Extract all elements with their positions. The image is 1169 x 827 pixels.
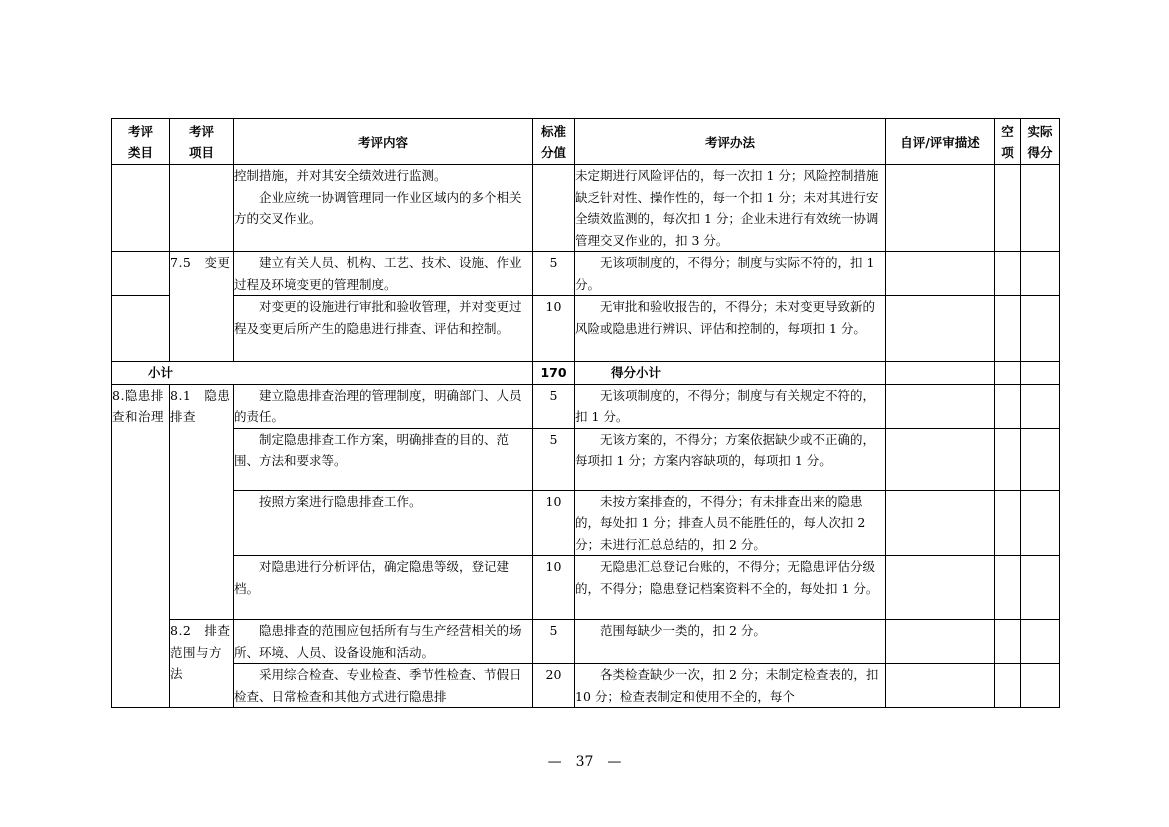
- self-eval-cell: [886, 296, 995, 362]
- evaluation-table: [111, 118, 1060, 708]
- header-standard-score: 标准 分值: [533, 119, 575, 165]
- empty-item-cell: [995, 490, 1021, 556]
- content-cell: 制定隐患排查工作方案，明确排查的目的、范围、方法和要求等。: [234, 428, 533, 490]
- score-cell: 10: [533, 296, 575, 362]
- empty-item-cell: [995, 556, 1021, 620]
- method-cell: 未定期进行风险评估的，每一次扣 1 分；风险控制措施缺乏针对性、操作性的，每一个扣 1 分；未对其进行安全绩效监测的，每次扣 1 分；企业未进行有效统一协调管理交叉作业的，扣 3 分。: [575, 165, 886, 252]
- actual-score-cell: [1021, 664, 1060, 708]
- self-eval-cell: [886, 252, 995, 296]
- header-item: 考评 项目: [170, 119, 234, 165]
- score-cell: 5: [533, 384, 575, 428]
- table-row: [112, 165, 1060, 252]
- table-row: [112, 296, 1060, 362]
- header-empty-item: 空 项: [995, 119, 1021, 165]
- item-scope-method: 8.2 排查范围与方法: [170, 620, 234, 708]
- table-header-row: [112, 119, 1060, 165]
- self-eval-cell: [886, 362, 995, 385]
- item-hazard-check: 8.1 隐患排查: [170, 384, 234, 620]
- subtotal-score-label: 得分小计: [575, 362, 886, 385]
- table-row: [112, 384, 1060, 428]
- subtotal-row: [112, 362, 1060, 385]
- table-row: [112, 556, 1060, 620]
- self-eval-cell: [886, 490, 995, 556]
- self-eval-cell: [886, 384, 995, 428]
- score-cell: 10: [533, 490, 575, 556]
- content-cell: 采用综合检查、专业检查、季节性检查、节假日检查、日常检查和其他方式进行隐患排: [234, 664, 533, 708]
- score-cell: 20: [533, 664, 575, 708]
- method-cell: 无审批和验收报告的，不得分；未对变更导致新的风险或隐患进行辨识、评估和控制的，每项扣 1 分。: [575, 296, 886, 362]
- table-row: [112, 252, 1060, 296]
- subtotal-label: 小计: [112, 362, 533, 385]
- actual-score-cell: [1021, 490, 1060, 556]
- header-category: 考评 类目: [112, 119, 170, 165]
- actual-score-cell: [1021, 296, 1060, 362]
- actual-score-cell: [1021, 362, 1060, 385]
- category-cell: [112, 296, 170, 362]
- actual-score-cell: [1021, 620, 1060, 664]
- content-cell: 隐患排查的范围应包括所有与生产经营相关的场所、环境、人员、设备设施和活动。: [234, 620, 533, 664]
- empty-item-cell: [995, 362, 1021, 385]
- content-cell: 对变更的设施进行审批和验收管理，并对变更过程及变更后所产生的隐患进行排查、评估和控制。: [234, 296, 533, 362]
- score-cell: 5: [533, 252, 575, 296]
- page-number: — 37 —: [547, 754, 622, 770]
- score-cell: [533, 165, 575, 252]
- content-cell: 建立有关人员、机构、工艺、技术、设施、作业过程及环境变更的管理制度。: [234, 252, 533, 296]
- actual-score-cell: [1021, 428, 1060, 490]
- content-cell: 按照方案进行隐患排查工作。: [234, 490, 533, 556]
- table-row: [112, 428, 1060, 490]
- actual-score-cell: [1021, 384, 1060, 428]
- table-row: [112, 664, 1060, 708]
- self-eval-cell: [886, 428, 995, 490]
- empty-item-cell: [995, 165, 1021, 252]
- self-eval-cell: [886, 664, 995, 708]
- method-cell: 各类检查缺少一次，扣 2 分；未制定检查表的，扣 10 分；检查表制定和使用不全的，每个: [575, 664, 886, 708]
- actual-score-cell: [1021, 556, 1060, 620]
- score-cell: 5: [533, 428, 575, 490]
- table-row: [112, 620, 1060, 664]
- empty-item-cell: [995, 428, 1021, 490]
- self-eval-cell: [886, 620, 995, 664]
- actual-score-cell: [1021, 165, 1060, 252]
- method-cell: 未按方案排查的，不得分；有未排查出来的隐患的，每处扣 1 分；排查人员不能胜任的，每人次扣 2 分；未进行汇总总结的，扣 2 分。: [575, 490, 886, 556]
- subtotal-total: 170: [533, 362, 575, 385]
- score-cell: 10: [533, 556, 575, 620]
- header-actual-score: 实际 得分: [1021, 119, 1060, 165]
- content-cell: 对隐患进行分析评估，确定隐患等级，登记建档。: [234, 556, 533, 620]
- empty-item-cell: [995, 664, 1021, 708]
- actual-score-cell: [1021, 252, 1060, 296]
- method-cell: 无该项制度的，不得分；制度与有关规定不符的，扣 1 分。: [575, 384, 886, 428]
- category-cell: [112, 165, 170, 252]
- category-cell: [112, 252, 170, 296]
- self-eval-cell: [886, 165, 995, 252]
- self-eval-cell: [886, 556, 995, 620]
- header-self-evaluation: 自评/评审描述: [886, 119, 995, 165]
- header-content: 考评内容: [234, 119, 533, 165]
- category-hazard: 8.隐患排查和治理: [112, 384, 170, 708]
- method-cell: 无隐患汇总登记台账的，不得分；无隐患评估分级的，不得分；隐患登记档案资料不全的，每处扣 1 分。: [575, 556, 886, 620]
- content-cell: 建立隐患排查治理的管理制度，明确部门、人员的责任。: [234, 384, 533, 428]
- empty-item-cell: [995, 384, 1021, 428]
- empty-item-cell: [995, 252, 1021, 296]
- method-cell: 无该项制度的，不得分；制度与实际不符的，扣 1 分。: [575, 252, 886, 296]
- empty-item-cell: [995, 620, 1021, 664]
- header-method: 考评办法: [575, 119, 886, 165]
- table-row: [112, 490, 1060, 556]
- item-change: 7.5 变更: [170, 252, 234, 362]
- empty-item-cell: [995, 296, 1021, 362]
- item-cell: [170, 165, 234, 252]
- method-cell: 范围每缺少一类的，扣 2 分。: [575, 620, 886, 664]
- content-cell: 控制措施，并对其安全绩效进行监测。 企业应统一协调管理同一作业区域内的多个相关方的交叉作业。: [234, 165, 533, 252]
- method-cell: 无该方案的，不得分；方案依据缺少或不正确的，每项扣 1 分；方案内容缺项的，每项扣 1 分。: [575, 428, 886, 490]
- score-cell: 5: [533, 620, 575, 664]
